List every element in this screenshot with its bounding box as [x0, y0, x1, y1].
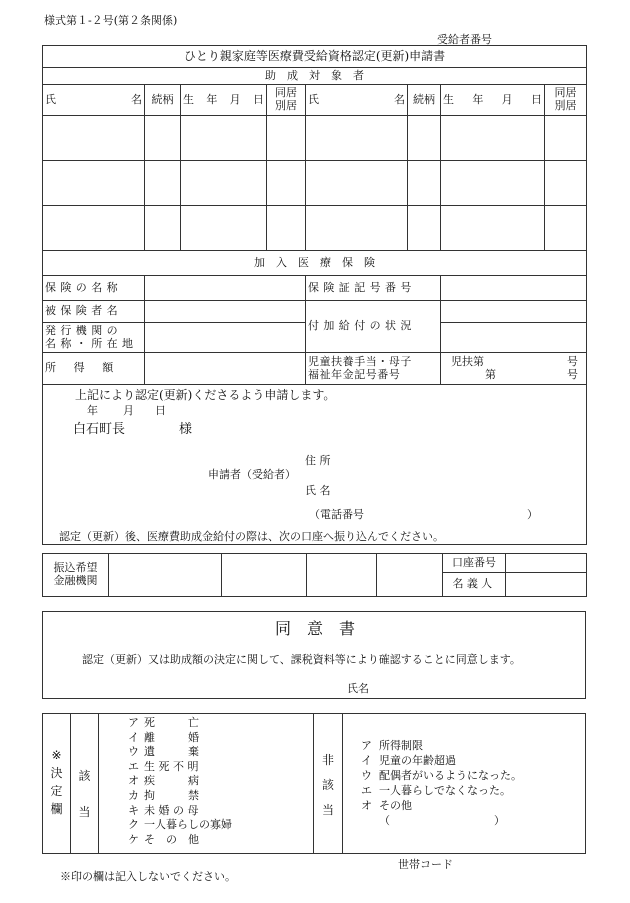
subject-relation-cell[interactable] — [408, 161, 441, 206]
applicable-label: 該 当 — [78, 769, 91, 819]
bank-label: 振込希望 金融機関 — [43, 554, 109, 597]
col-name-header: 氏 名 — [43, 85, 145, 116]
col-name-header-2: 氏 名 — [306, 85, 408, 116]
address-label: 住 所 — [305, 454, 331, 467]
col-relation-header-2: 続柄 — [408, 85, 441, 116]
bank-field-3[interactable] — [307, 554, 377, 597]
insured-person-label: 被保険者名 — [43, 301, 145, 323]
application-statement-block — [43, 385, 587, 545]
subject-row — [43, 116, 587, 161]
applicable-item: オ 疾 病 — [128, 774, 199, 788]
applicable-item: ケ そ の 他 — [128, 832, 199, 846]
subject-name-cell[interactable] — [306, 116, 408, 161]
form-title: ひとり親家庭等医療費受給資格認定(更新)申請書 — [43, 46, 587, 68]
issuer-field[interactable] — [145, 323, 306, 353]
footer-note: ※印の欄は記入しないでください。 — [60, 870, 236, 883]
applicable-item: エ 生 死 不 明 — [128, 759, 199, 773]
subject-relation-cell[interactable] — [408, 116, 441, 161]
not-applicable-label: 非 該 当 — [321, 753, 334, 817]
not-applicable-item: ア 所得制限 — [361, 739, 423, 752]
account-holder-label: 名義人 — [443, 573, 506, 597]
insured-person-field[interactable] — [145, 301, 306, 323]
addressee-honorific: 様 — [179, 422, 193, 437]
subject-row — [43, 206, 587, 251]
subject-name-cell[interactable] — [43, 116, 145, 161]
applicable-item: ア 死 亡 — [128, 716, 199, 729]
subject-birth-cell[interactable] — [441, 161, 545, 206]
addressee: 白石町長 — [73, 422, 126, 437]
subject-relation-cell[interactable] — [408, 206, 441, 251]
additional-benefit-label: 付加給付の状況 — [306, 301, 441, 353]
card-number-label: 保険証記号番号 — [306, 276, 441, 301]
col-relation-header: 続柄 — [145, 85, 181, 116]
subject-name-cell[interactable] — [306, 206, 408, 251]
decision-divider — [342, 713, 343, 853]
applicable-item: ウ 遺 棄 — [128, 745, 199, 759]
date-month-label: 月 — [123, 404, 134, 417]
date-year-label: 年 — [87, 404, 98, 417]
subject-birth-cell[interactable] — [181, 116, 267, 161]
additional-benefit-field-2[interactable] — [441, 323, 587, 353]
applicant-label: 申請者（受給者） — [208, 468, 296, 481]
applicant-name-label: 氏 名 — [305, 484, 331, 497]
subject-row — [43, 161, 587, 206]
not-applicable-item: ウ 配偶者がいるようになった。 — [361, 769, 522, 782]
account-number-field[interactable] — [506, 554, 587, 573]
subject-relation-cell[interactable] — [145, 116, 181, 161]
subject-cohabit-cell[interactable] — [267, 206, 306, 251]
col-cohabit-header: 同居 別居 — [267, 85, 306, 116]
decision-label: ※ 決 定 欄 — [50, 748, 63, 816]
col-cohabit-header-2: 同居 別居 — [545, 85, 587, 116]
income-label: 所得額 — [43, 353, 145, 385]
subject-cohabit-cell[interactable] — [267, 116, 306, 161]
subject-name-cell[interactable] — [43, 206, 145, 251]
subject-birth-cell[interactable] — [181, 161, 267, 206]
card-number-field[interactable] — [441, 276, 587, 301]
phone-label: （電話番号 — [309, 508, 364, 521]
applicable-item: イ 離 婚 — [128, 730, 199, 744]
consent-title: 同 意 書 — [274, 619, 355, 638]
insurance-name-field[interactable] — [145, 276, 306, 301]
bank-table — [42, 553, 587, 597]
allowance-number-label: 児童扶養手当・母子 福祉年金記号番号 — [306, 353, 441, 385]
subject-relation-cell[interactable] — [145, 161, 181, 206]
application-statement: 上記により認定(更新)くださるよう申請します。 — [75, 388, 336, 402]
insurance-section-title: 加 入 医 療 保 険 — [43, 251, 587, 276]
subject-cohabit-cell[interactable] — [267, 161, 306, 206]
application-table — [42, 45, 587, 545]
income-field[interactable] — [145, 353, 306, 385]
bank-field-2[interactable] — [222, 554, 307, 597]
subject-name-cell[interactable] — [306, 161, 408, 206]
subject-birth-cell[interactable] — [441, 116, 545, 161]
subject-cohabit-cell[interactable] — [545, 116, 587, 161]
date-day-label: 日 — [155, 404, 166, 417]
decision-divider — [98, 713, 99, 853]
subject-birth-cell[interactable] — [441, 206, 545, 251]
not-applicable-item: オ その他 — [361, 799, 412, 812]
household-code-label: 世帯コード — [398, 858, 453, 871]
subjects-section-title: 助 成 対 象 者 — [43, 68, 587, 85]
not-applicable-list — [361, 738, 522, 828]
col-birth-header-2: 生 年 月 日 — [441, 85, 545, 116]
additional-benefit-field-1[interactable] — [441, 301, 587, 323]
subject-name-cell[interactable] — [43, 161, 145, 206]
subjects-header-row — [43, 85, 587, 116]
allowance-number-field[interactable]: 児扶第 号 第 号 — [441, 353, 587, 385]
subject-cohabit-cell[interactable] — [545, 206, 587, 251]
account-holder-field[interactable] — [506, 573, 587, 597]
subject-relation-cell[interactable] — [145, 206, 181, 251]
subject-birth-cell[interactable] — [181, 206, 267, 251]
bank-instruction: 認定（更新）後、医療費助成金給付の際は、次の口座へ振り込んでください。 — [59, 530, 444, 543]
applicable-item: キ 未 婚 の 母 — [128, 803, 199, 817]
form-number: 様式第１-２号(第２条関係) — [44, 14, 178, 27]
col-birth-header: 生 年 月 日 — [181, 85, 267, 116]
phone-close: ） — [527, 508, 538, 521]
recipient-number-label: 受給者番号 — [437, 33, 492, 46]
not-applicable-item: イ 児童の年齢超過 — [361, 754, 456, 767]
applicable-item: カ 拘 禁 — [128, 788, 199, 802]
bank-field-4[interactable] — [377, 554, 443, 597]
applicable-list — [128, 716, 248, 847]
other-paren: （ ） — [379, 814, 505, 827]
issuer-label: 発行機関の 名称・所在地 — [43, 323, 145, 353]
account-number-label: 口座番号 — [443, 554, 506, 573]
bank-field-1[interactable] — [109, 554, 222, 597]
consent-name-label: 氏名 — [347, 682, 369, 695]
insurance-name-label: 保険の名称 — [43, 276, 145, 301]
applicable-item: ク 一人暮らしの寡婦 — [128, 818, 232, 832]
subject-cohabit-cell[interactable] — [545, 161, 587, 206]
not-applicable-item: エ 一人暮らしでなくなった。 — [361, 784, 511, 797]
consent-text: 認定（更新）又は助成額の決定に関して、課税資料等により確認することに同意します。 — [82, 653, 521, 666]
